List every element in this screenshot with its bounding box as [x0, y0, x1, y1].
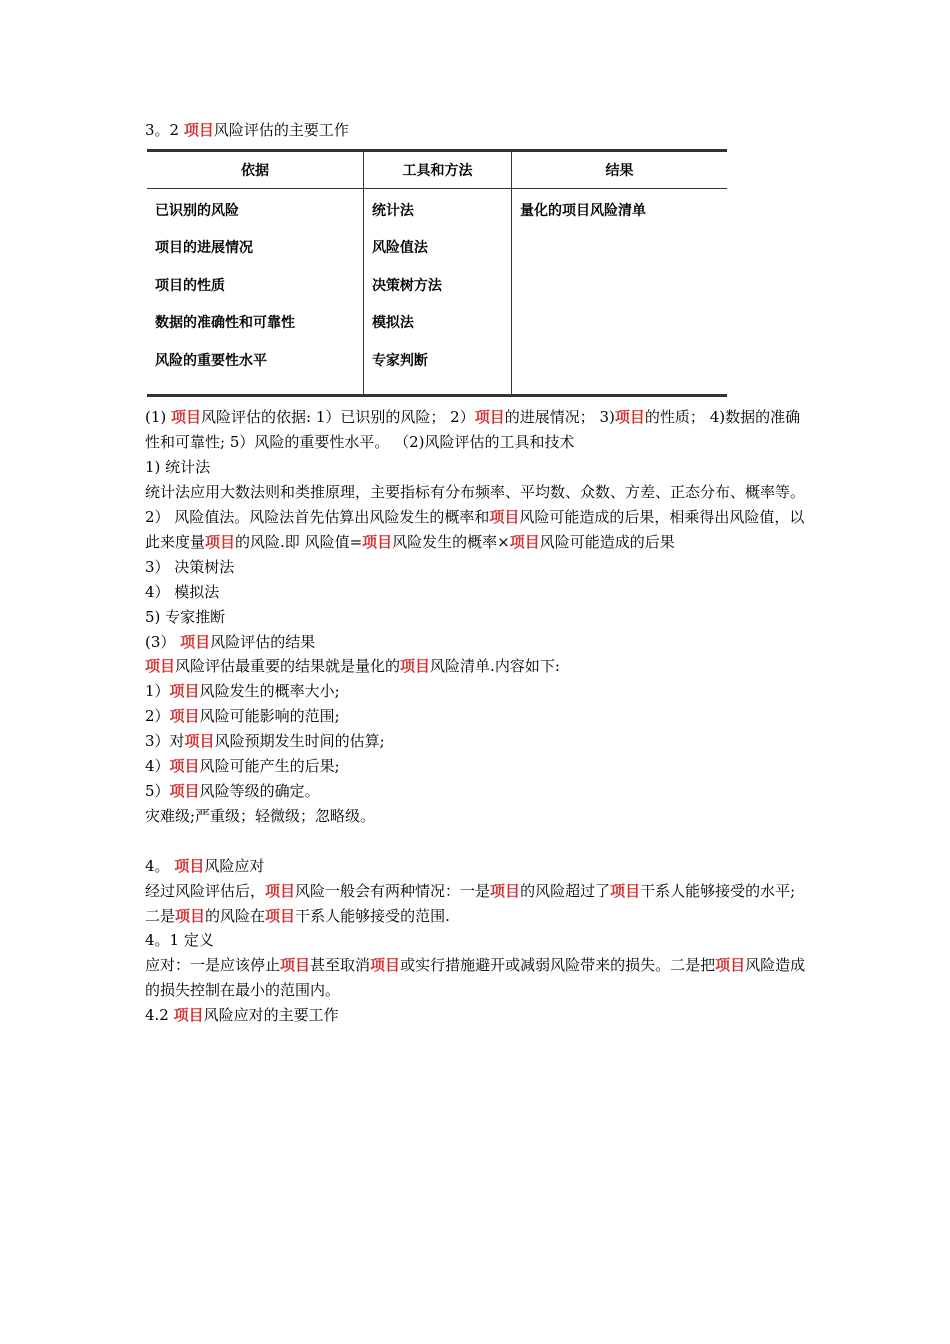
text-run: 1）: [145, 682, 170, 701]
text-run: 干系人能够接受的水平;二是: [145, 881, 796, 925]
text-run: 3）对: [145, 732, 185, 751]
paragraph-line: [145, 879, 810, 929]
keyword-highlight: 项目: [280, 956, 311, 975]
text-run: 4.2: [145, 1006, 174, 1025]
list-item: 模拟法: [371, 315, 414, 332]
text-run: 风险评估最重要的结果就是量化的: [175, 657, 401, 676]
text-run: 风险清单.内容如下:: [430, 657, 560, 676]
paragraph-line: [145, 630, 810, 655]
text-run: 风险可能造成的后果: [539, 532, 675, 551]
keyword-highlight: 项目: [265, 881, 296, 900]
paragraph-line: [145, 754, 810, 779]
paragraph-line: [145, 704, 810, 729]
list-item: 量化的项目风险清单: [520, 202, 647, 219]
text-run: 5）: [145, 782, 170, 800]
text-run: 风险一般会有两种情况：一是: [295, 881, 491, 900]
paragraph-line: [145, 455, 810, 480]
text-run: 5) 专家推断: [145, 607, 226, 626]
list-item: 数据的准确性和可靠性: [155, 315, 295, 332]
text-run: 4。1 定义: [145, 931, 214, 950]
paragraph-line: [145, 654, 810, 679]
keyword-highlight: 项目: [171, 408, 202, 427]
keyword-highlight: 项目: [169, 682, 200, 701]
text-run: 2）: [145, 707, 170, 726]
text-run: 的风险超过了: [520, 881, 611, 900]
text-run: 风险评估的结果: [210, 632, 316, 651]
paragraph-line: [145, 555, 810, 580]
risk-assessment-table: [147, 149, 727, 398]
text-run: 甚至取消: [310, 956, 371, 975]
text-run: 风险等级的确定。: [199, 782, 320, 800]
list-item: 决策树方法: [371, 277, 442, 294]
table-row: [147, 188, 727, 396]
heading-prefix: 3。2: [145, 121, 184, 139]
heading-text: 风险评估的主要工作: [213, 121, 349, 139]
keyword-highlight: 项目: [610, 881, 641, 900]
document-page: [145, 118, 810, 1028]
keyword-highlight: 项目: [145, 657, 176, 676]
paragraph-line: [145, 605, 810, 630]
header-basis: 依据: [147, 150, 363, 188]
keyword-highlight: 项目: [400, 657, 431, 676]
header-tools-methods: 工具和方法: [363, 150, 511, 188]
text-run: 2） 风险值法。风险法首先估算出风险发生的概率和: [145, 508, 490, 527]
text-run: 风险发生的概率×: [392, 532, 510, 551]
text-run: 4）: [145, 757, 170, 776]
text-run: 经过风险评估后，: [145, 881, 266, 900]
paragraph-line: [145, 505, 810, 555]
tools-column: [363, 188, 511, 396]
section-heading-3-2: [145, 118, 810, 143]
list-item: 项目的进展情况: [155, 240, 253, 257]
keyword-highlight: 项目: [614, 408, 645, 427]
keyword-highlight: 项目: [509, 532, 540, 551]
keyword-highlight: 项目: [183, 121, 214, 139]
list-item: 风险值法: [371, 240, 428, 257]
text-run: 风险可能造成的后果，相乘得出风险值，以此来度量: [145, 508, 805, 551]
text-run: 风险应对: [204, 856, 265, 875]
keyword-highlight: 项目: [169, 757, 200, 776]
text-run: 风险评估的依据: 1）已识别的风险； 2）: [201, 408, 475, 427]
text-run: 风险造成的损失控制在最小的范围内。: [145, 956, 806, 1000]
paragraph-line: [145, 953, 810, 1003]
paragraph-line: [145, 854, 810, 879]
paragraph-line: [145, 804, 810, 829]
keyword-highlight: 项目: [362, 532, 393, 551]
keyword-highlight: 项目: [180, 632, 211, 651]
keyword-highlight: 项目: [205, 532, 236, 551]
keyword-highlight: 项目: [169, 782, 200, 800]
keyword-highlight: 项目: [265, 906, 296, 925]
paragraph-line: [145, 405, 810, 455]
paragraph-line: [145, 679, 810, 704]
text-run: 风险可能产生的后果;: [199, 757, 340, 776]
basis-column: [147, 188, 363, 396]
text-run: 的进展情况； 3): [504, 408, 615, 427]
list-item: 统计法: [371, 202, 414, 219]
keyword-highlight: 项目: [169, 707, 200, 726]
text-run: 干系人能够接受的范围.: [295, 906, 450, 925]
keyword-highlight: 项目: [173, 1006, 204, 1025]
text-run: 风险应对的主要工作: [203, 1006, 339, 1025]
body-text: [145, 405, 810, 1028]
text-run: (1): [145, 408, 172, 427]
text-run: 4） 模拟法: [145, 582, 220, 601]
header-results: 结果: [512, 150, 727, 188]
text-run: 3） 决策树法: [145, 557, 235, 576]
text-run: 风险可能影响的范围;: [199, 707, 340, 726]
blank-line: [145, 829, 810, 854]
paragraph-line: [145, 480, 810, 505]
paragraph-line: [145, 928, 810, 953]
text-run: (3）: [145, 632, 181, 651]
paragraph-line: [145, 1003, 810, 1028]
text-run: 的风险.即 风险值=: [235, 532, 363, 551]
text-run: 或实行措施避开或减弱风险带来的损失。二是把: [400, 956, 716, 975]
keyword-highlight: 项目: [370, 956, 401, 975]
list-item: 风险的重要性水平: [155, 352, 267, 369]
list-item: 专家判断: [371, 352, 428, 369]
results-column: [512, 188, 727, 396]
text-run: 风险预期发生时间的估算;: [214, 732, 385, 751]
keyword-highlight: 项目: [474, 408, 505, 427]
keyword-highlight: 项目: [715, 956, 746, 975]
text-run: 灾难级;严重级；轻微级；忽略级。: [145, 806, 376, 825]
keyword-highlight: 项目: [184, 732, 215, 751]
list-item: 项目的性质: [155, 277, 225, 294]
keyword-highlight: 项目: [490, 881, 521, 900]
text-run: 4。: [145, 856, 175, 875]
paragraph-line: [145, 779, 810, 804]
keyword-highlight: 项目: [175, 906, 206, 925]
keyword-highlight: 项目: [489, 508, 520, 527]
text-run: 应对：一是应该停止: [145, 956, 281, 975]
text-run: 的风险在: [205, 906, 266, 925]
text-run: 统计法应用大数法则和类推原理，主要指标有分布频率、平均数、众数、方差、正态分布、概率等。: [145, 483, 806, 502]
paragraph-line: [145, 580, 810, 605]
keyword-highlight: 项目: [174, 856, 205, 875]
paragraph-line: [145, 729, 810, 754]
text-run: 的性质； 4)数据的准确性和可靠性; 5）风险的重要性水平。 （2)风险评估的工具和技术: [145, 408, 801, 452]
list-item: 已识别的风险: [155, 202, 239, 219]
text-run: 风险发生的概率大小;: [199, 682, 340, 701]
text-run: 1) 统计法: [145, 458, 211, 477]
table-header-row: [147, 150, 727, 188]
